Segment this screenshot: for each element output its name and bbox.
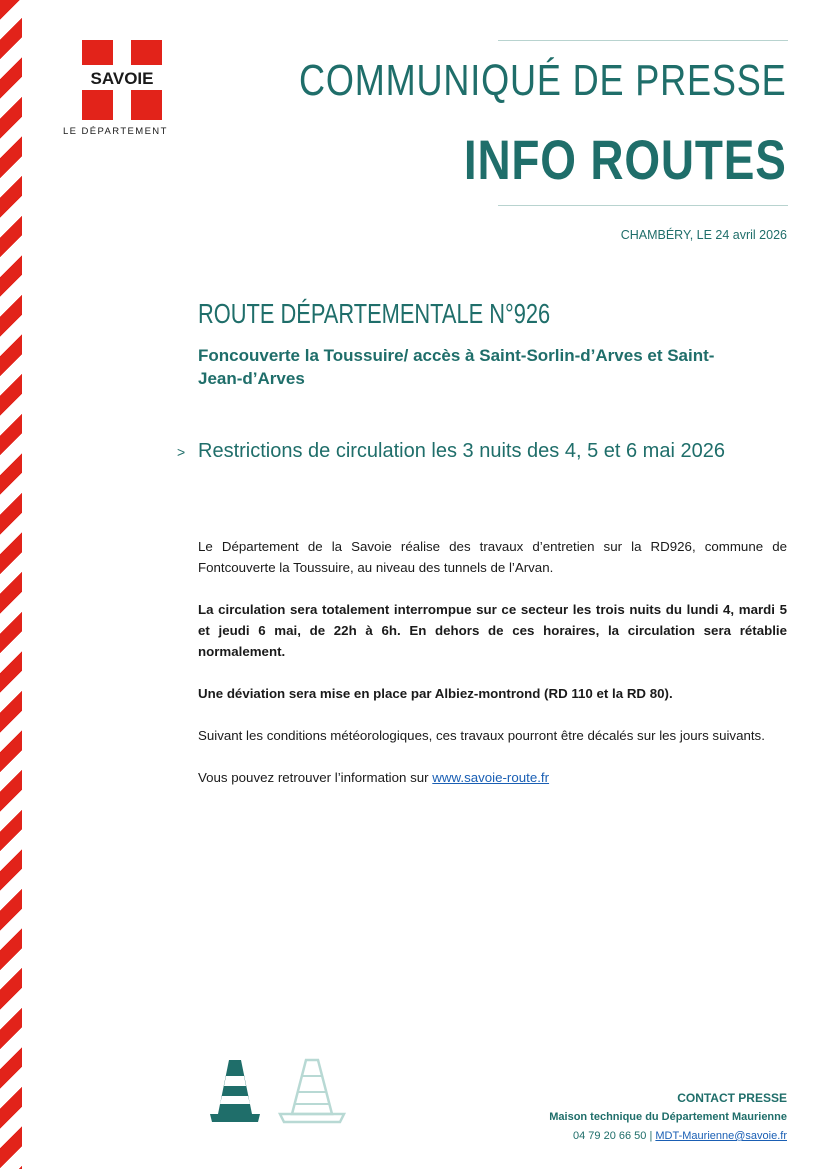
paragraph-info xyxy=(198,767,787,788)
contact-separator: | xyxy=(649,1130,653,1142)
logo-text: SAVOIE xyxy=(90,69,154,88)
savoie-route-link[interactable]: www.savoie-route.fr xyxy=(432,770,550,785)
header-top-rule xyxy=(498,40,788,41)
logo-subtitle: LE DÉPARTEMENT xyxy=(63,126,168,137)
paragraph-weather: Suivant les conditions météorologiques, ces travaux pourront être décalés sur les jours suivants. xyxy=(198,728,765,743)
chevron-right-icon: > xyxy=(177,444,186,460)
hazard-stripe-border xyxy=(0,0,22,1169)
article-body xyxy=(198,536,787,809)
route-subtitle: Foncouverte la Toussuire/ accès à Saint-Sorlin-d’Arves et Saint-Jean-d’Arves xyxy=(198,346,715,388)
contact-title: CONTACT PRESSE xyxy=(677,1091,787,1105)
info-routes-title: INFO ROUTES xyxy=(464,128,787,191)
header-bottom-rule xyxy=(498,205,788,206)
release-date: CHAMBÉRY, LE 24 avril 2026 xyxy=(620,228,787,242)
paragraph-closure: La circulation sera totalement interrompue sur ce secteur les trois nuits du lundi 4, mardi 5 et jeudi 6 mai, de 22h à 6h. En dehors de ces horaires, la circulation sera rétablie normalement. xyxy=(198,602,787,659)
press-contact xyxy=(549,1089,787,1146)
savoie-logo xyxy=(82,40,162,120)
traffic-cone-outline-icon xyxy=(276,1058,348,1126)
contact-email-link[interactable]: MDT-Maurienne@savoie.fr xyxy=(655,1130,787,1142)
contact-line xyxy=(549,1127,787,1146)
contact-phone: 04 79 20 66 50 xyxy=(573,1130,647,1142)
route-title: ROUTE DÉPARTEMENTALE N°926 xyxy=(198,298,551,329)
press-release-title: COMMUNIQUÉ DE PRESSE xyxy=(299,56,787,105)
paragraph-intro: Le Département de la Savoie réalise des travaux d’entretien sur la RD926, commune de Fontcouverte la Toussuire, au niveau des tunnels de l’Arvan. xyxy=(198,539,787,575)
restriction-headline: Restrictions de circulation les 3 nuits des 4, 5 et 6 mai 2026 xyxy=(198,440,725,462)
contact-organization: Maison technique du Département Maurienne xyxy=(549,1111,787,1123)
traffic-cone-icon xyxy=(208,1058,262,1126)
info-prefix: Vous pouvez retrouver l’information sur xyxy=(198,770,433,785)
paragraph-detour: Une déviation sera mise en place par Albiez-montrond (RD 110 et la RD 80). xyxy=(198,686,673,701)
